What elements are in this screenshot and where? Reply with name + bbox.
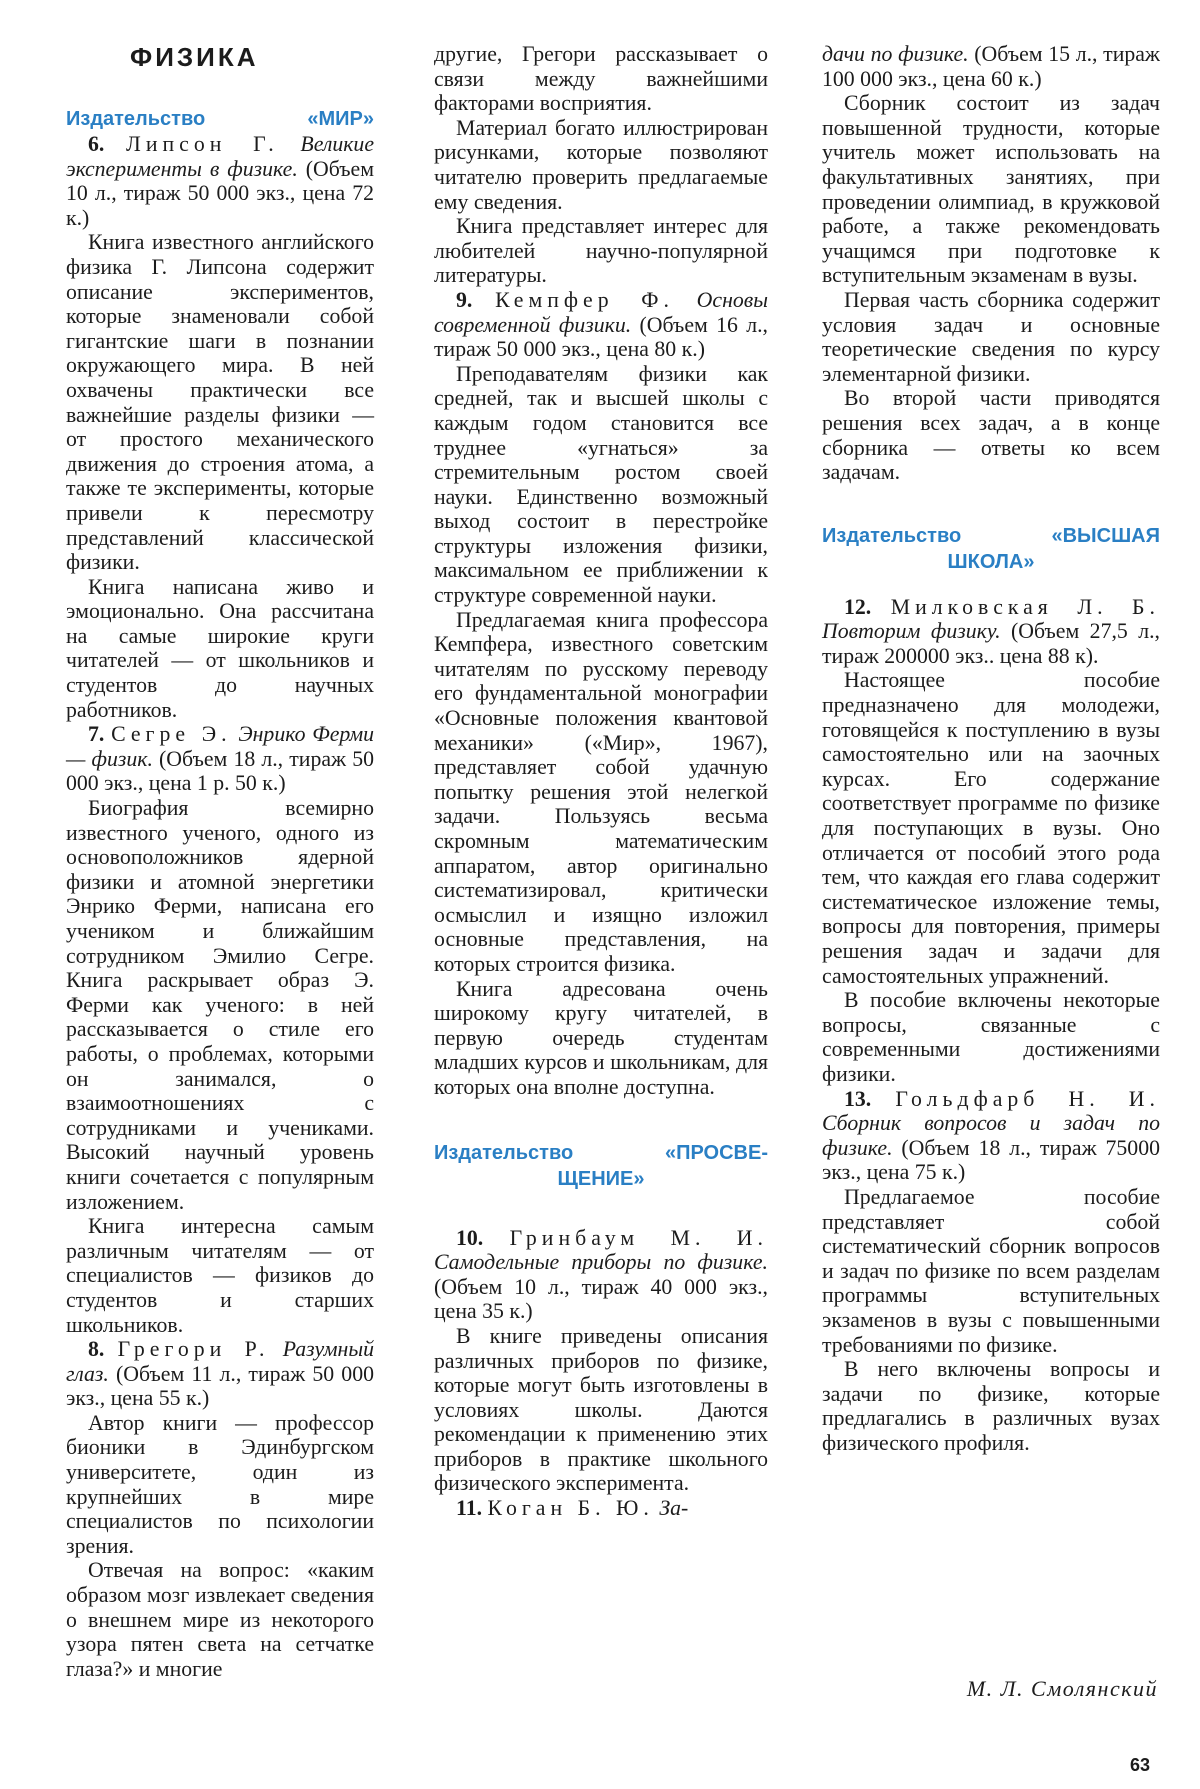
publisher-heading-mir: Издательство «МИР» [66,108,374,130]
entry-9-paragraph-3: Книга адресована очень широкому кругу читателей, в первую очередь студентам младших курсов и школьникам, для которых она вполне доступна. [434,976,768,1099]
entry-number: 8. [88,1337,105,1362]
entry-9-header [434,288,768,362]
entry-6-header [66,132,374,230]
entry-number: 13. [844,1086,872,1111]
entry-11-header [434,1496,768,1521]
publisher-heading-prosveshchenie [434,1140,768,1192]
entry-number: 11. [456,1496,483,1521]
entry-title: Повторим физику. [822,619,1001,644]
entry-6-paragraph-1: Книга известного английского физика Г. Липсона содержит описание экспериментов, которые знаменовали собой гигантские шаги в познании окружающего мира. В ней охвачены практически все важнейшие разделы физики — от простого механического движения до строения атома, а также те эксперименты, которые привели к пересмотру представлений классической физики. [66,230,374,575]
entry-imprint: (Объем 18 л., тираж 75000 экз., цена 75 к.) [822,1135,1160,1185]
entry-11-paragraph-2: Первая часть сборника содержит условия задач и основные теоретические сведения по курсу элементарной физики. [822,287,1160,386]
entry-8-header [66,1337,374,1411]
entry-number: 10. [456,1225,484,1250]
entry-title: Основы современной физики. [434,287,769,337]
entry-8-paragraph-4: Книга представляет интерес для любителей научно-популярной литературы. [434,214,768,288]
column-1 [66,0,374,1681]
entry-title-part-1: За- [659,1496,689,1521]
column-3 [822,0,1160,1455]
entry-9-paragraph-1: Преподавателям физики как средней, так и высшей школы с каждым годом становится все труднее «угнаться» за стремительным ростом своей науки. Единственно возможный выход состоит в перестройке структуры изложения физики, максимальном ее приближении к структуре современной науки. [434,361,768,608]
entry-6-paragraph-2: Книга написана живо и эмоционально. Она рассчитана на самые широкие круги читателей — от школьников и студентов до научных работников. [66,574,374,722]
entry-11-header-continued [822,42,1160,91]
entry-title: Разумный глаз. [66,1337,375,1386]
entry-title: Энрико Ферми — физик. [66,722,375,771]
author-signature: М. Л. Смолянский [966,1676,1158,1701]
entry-13-header [822,1087,1160,1185]
entry-imprint: (Объем 27,5 л., тираж 200000 экз.. цена 88 к). [822,619,1160,668]
publisher-heading-vysshaya-shkola [822,523,1160,575]
entry-13-paragraph-2: В него включены вопросы и задачи по физике, которые предлагались в различных вузах физического профиля. [822,1357,1160,1455]
entry-9-paragraph-2: Предлагаемая книга профессора Кемпфера, известного советским читателям по русскому переводу его фундаментальной монографии «Основные положения квантовой механики» («Мир», 1967), представляет собой удачную попытку решения этой нелегкой задачи. Пользуясь весьма скромным математическим аппаратом, автор оригинально систематизировал, критически осмыслил и изящно изложил основные представления, на которых строится физика. [434,607,768,976]
entry-number: 12. [844,594,872,619]
column-2 [434,0,768,1521]
entry-8-paragraph-2b: другие, Грегори рассказывает о связи между важнейшими факторами восприятия. [434,42,768,116]
section-title: ФИЗИКА [130,42,259,72]
entry-7-paragraph-2: Книга интересна самым различным читателям — от специалистов — физиков до студентов и старших школьников. [66,1214,374,1337]
entry-13-paragraph-1: Предлагаемое пособие представляет собой систематический сборник вопросов и задач по физике по всем разделам программы вступительных экзаменов в вузы с повышенными требованиями по физике. [822,1184,1160,1357]
entry-author: Кемпфер Ф. [495,287,674,312]
entry-author: Гольдфарб Н. И. [895,1086,1160,1111]
entry-7-paragraph-1: Биография всемирно известного ученого, одного из основоположников ядерной физики и атомной энергетики Энрико Ферми, написана его учеником и ближайшим сотрудником Эмилио Сегре. Книга раскрывает образ Э. Ферми как ученого: в ней рассказывается о стиле его работы, о проблемах, которыми он занимался, о взаимоотношениях с сотрудниками и учениками. Высокий научный уровень книги сочетается с популярным изложением. [66,796,374,1214]
entry-11-paragraph-3: Во второй части приводятся решения всех задач, а в конце сборника — ответы ко всем задачам. [822,386,1160,485]
publisher-heading-line-1: Издательство «ПРОСВЕ- [434,1141,768,1164]
publisher-heading-line-1: Издательство «ВЫСШАЯ [822,524,1160,547]
entry-12-paragraph-1: Настоящее пособие предназначено для молодежи, готовящейся к поступлению в вузы самостоятельно или на заочных курсах. Его содержание соответствует программе по физике для поступающих в вузы. Оно отличается от пособий этого рода тем, что каждая его глава содержит систематическое изложение темы, вопросы для повторения, примеры решения задач и задачи для самостоятельных упражнений. [822,668,1160,988]
entry-author: Милковская Л. Б. [890,594,1160,619]
entry-8-paragraph-3: Материал богато иллюстрирован рисунками, которые позволяют читателю проверить предлагаемые ему сведения. [434,115,768,214]
entry-11-paragraph-1: Сборник состоит из задач повышенной трудности, которые учитель может использовать на факультативных занятиях, при проведении олимпиад, в кружковой работе, а также рекомендовать учащимся при подготовке к вступительным экзаменам в вузы. [822,91,1160,288]
entry-number: 7. [88,722,105,747]
entry-12-paragraph-2: В пособие включены некоторые вопросы, связанные с современными достижениями физики. [822,988,1160,1086]
entry-imprint: (Объем 18 л., тираж 50 000 экз., цена 1 р. 50 к.) [66,746,374,796]
entry-author: Грегори Р. [117,1337,270,1362]
publisher-heading-line-2: ЩЕНИЕ» [557,1167,645,1190]
entry-title: Сборник вопросов и задач по физике. [822,1111,1160,1160]
entry-title: Великие эксперименты в физике. [66,132,374,181]
entry-7-header [66,722,374,796]
entry-imprint: (Объем 10 л., тираж 50 000 экз., цена 72 к.) [66,156,374,230]
entry-imprint: (Объем 16 л., тираж 50 000 экз., цена 80 к.) [434,312,768,362]
publisher-heading-line-2: ШКОЛА» [947,550,1035,573]
entry-10-header [434,1226,768,1324]
page-number: 63 [1130,1755,1151,1775]
entry-title: Самодельные приборы по физике. [434,1250,768,1275]
entry-imprint: (Объем 15 л., тираж 100 000 экз., цена 60 к.) [822,42,1160,91]
entry-number: 9. [456,287,473,312]
entry-12-header [822,595,1160,669]
entry-title-part-2: дачи по физике. [822,42,969,66]
entry-imprint: (Объем 10 л., тираж 40 000 экз., цена 35 к.) [434,1274,768,1324]
entry-imprint: (Объем 11 л., тираж 50 000 экз., цена 55 к.) [66,1361,374,1411]
entry-10-paragraph-1: В книге приведены описания различных приборов по физике, которые могут быть изготовлены в условиях школы. Даются рекомендации к применению этих приборов в практике школьного физического эксперимента. [434,1323,768,1496]
entry-author: Сегре Э. [111,722,232,747]
entry-author: Коган Б. Ю. [487,1496,654,1521]
entry-author: Липсон Г. [126,132,279,156]
entry-author: Гринбаум М. И. [509,1225,768,1250]
entry-8-paragraph-1: Автор книги — профессор бионики в Эдинбургском университете, один из крупнейших в мире специалистов по психологии зрения. [66,1410,374,1558]
entry-number: 6. [88,132,105,156]
entry-8-paragraph-2a: Отвечая на вопрос: «каким образом мозг извлекает сведения о внешнем мире из некоторого узора пятен света на сетчатке глаза?» и многие [66,1558,374,1681]
